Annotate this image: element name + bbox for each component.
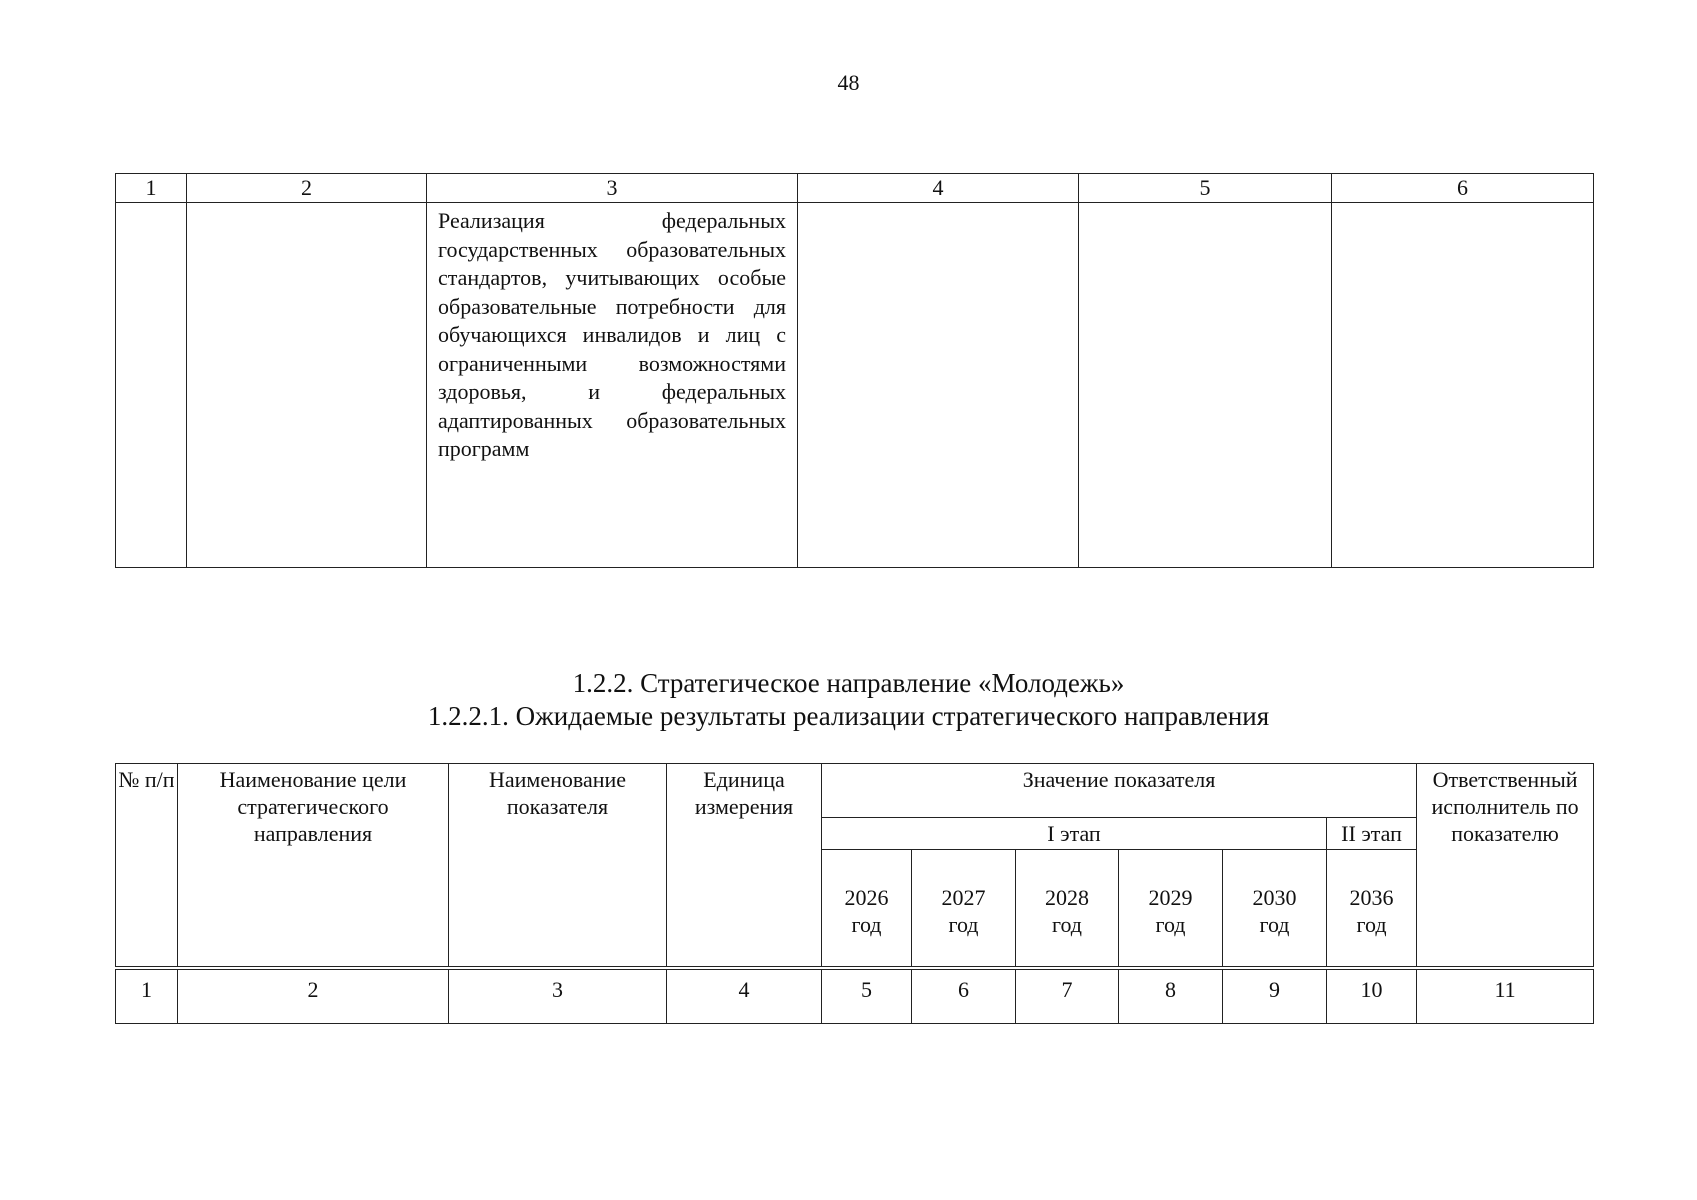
column-number: 7	[1016, 968, 1119, 1024]
section-heading: 1.2.2. Стратегическое направление «Молодежь»	[572, 668, 1125, 698]
header-stage-2: II этап	[1327, 818, 1417, 850]
page-number: 48	[837, 70, 860, 95]
column-number: 6	[1332, 174, 1594, 203]
table-header-row	[116, 174, 1594, 203]
column-number: 10	[1327, 968, 1417, 1024]
header-stage-1: I этап	[822, 818, 1327, 850]
column-number-row	[116, 968, 1594, 1024]
column-number: 11	[1417, 968, 1594, 1024]
header-year: 2028 год	[1016, 850, 1119, 968]
column-number: 2	[178, 968, 449, 1024]
header-year: 2029 год	[1119, 850, 1223, 968]
header-year: 2027 год	[912, 850, 1016, 968]
table-cell	[1332, 203, 1594, 568]
table-cell	[187, 203, 427, 568]
column-number: 5	[822, 968, 912, 1024]
table-cell	[116, 203, 187, 568]
column-number: 8	[1119, 968, 1223, 1024]
continuation-table	[115, 173, 1594, 568]
table-header-row	[116, 764, 1594, 818]
header-goal-name: Наименование цели стратегического направления	[178, 764, 449, 968]
header-responsible: Ответственный исполнитель по показателю	[1417, 764, 1594, 968]
header-indicator-name: Наименование показателя	[449, 764, 667, 968]
header-year: 2036 год	[1327, 850, 1417, 968]
column-number: 3	[449, 968, 667, 1024]
table-cell	[1079, 203, 1332, 568]
column-number: 1	[116, 174, 187, 203]
column-number: 4	[798, 174, 1079, 203]
column-number: 4	[667, 968, 822, 1024]
results-table	[115, 763, 1594, 1024]
column-number: 3	[427, 174, 798, 203]
column-number: 9	[1223, 968, 1327, 1024]
header-unit: Единица измерения	[667, 764, 822, 968]
header-row-number: № п/п	[116, 764, 178, 968]
header-year: 2026 год	[822, 850, 912, 968]
header-year: 2030 год	[1223, 850, 1327, 968]
measure-text: Реализация федеральных государственных образовательных стандартов, учитывающих особые образовательные потребности для обучающихся инвалидов и лиц с ограниченными возможностями здоровья, и федеральных адаптированных образовательных программ	[438, 208, 786, 461]
column-number: 5	[1079, 174, 1332, 203]
header-indicator-value: Значение показателя	[822, 764, 1417, 818]
column-number: 1	[116, 968, 178, 1024]
table-row	[116, 203, 1594, 568]
column-number: 2	[187, 174, 427, 203]
table-cell	[427, 203, 798, 568]
subsection-heading: 1.2.2.1. Ожидаемые результаты реализации стратегического направления	[427, 701, 1270, 731]
table-cell	[798, 203, 1079, 568]
column-number: 6	[912, 968, 1016, 1024]
